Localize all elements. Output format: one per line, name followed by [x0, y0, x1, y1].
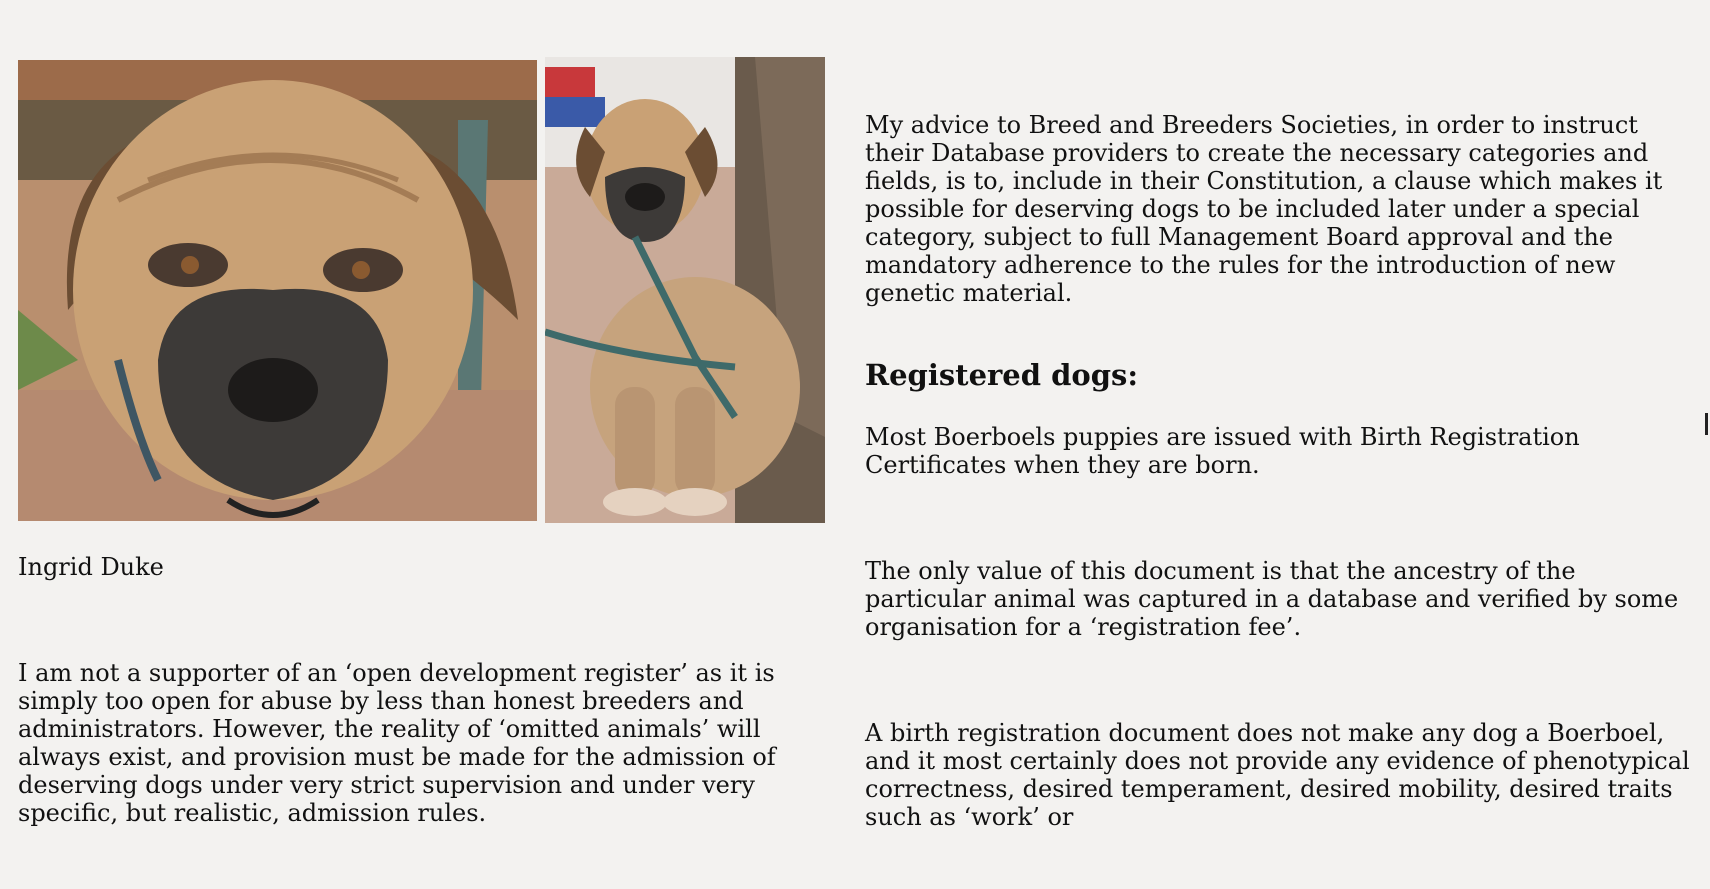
paragraph-text: The only value of this document is that the ancestry of the particular animal was captured in a database and verified by some organisation for a ‘registration fee’. [865, 557, 1679, 641]
section-heading: Registered dogs: [865, 358, 1139, 392]
scroll-edge-marker [1705, 413, 1708, 435]
right-paragraph-advice [865, 111, 1695, 307]
dog-face-photo [18, 60, 537, 521]
left-paragraph: I am not a supporter of an ‘open development register’ as it is simply too open for abuse by less than honest breeders and administrators. However, the reality of ‘omitted animals’ will always exist, and provision must be made for the admission of deserving dogs under very strict supervision and under very specific, but realistic, admission rules. [18, 659, 776, 827]
right-paragraph-birth-registration [865, 719, 1695, 831]
right-paragraph-value [865, 557, 1695, 641]
paragraph-text: A birth registration document does not make any dog a Boerboel, and it most certainly does not provide any evidence of phenotypical correctness, desired temperament, desired mobility, desired traits such as ‘work’ or [865, 719, 1690, 831]
dog-sitting-photo [545, 57, 825, 523]
paragraph-text: My advice to Breed and Breeders Societies, in order to instruct their Database providers to create the necessary categories and fields, is to, include in their Constitution, a clause which makes it possible for deserving dogs to be included later under a special category, subject to full Management Board approval and the mandatory adherence to the rules for the introduction of new genetic material. [865, 111, 1663, 307]
right-paragraph-certificates [865, 423, 1695, 479]
photo-caption: Ingrid Duke [18, 553, 164, 581]
paragraph-text: Most Boerboels puppies are issued with Birth Registration Certificates when they are born. [865, 423, 1580, 479]
